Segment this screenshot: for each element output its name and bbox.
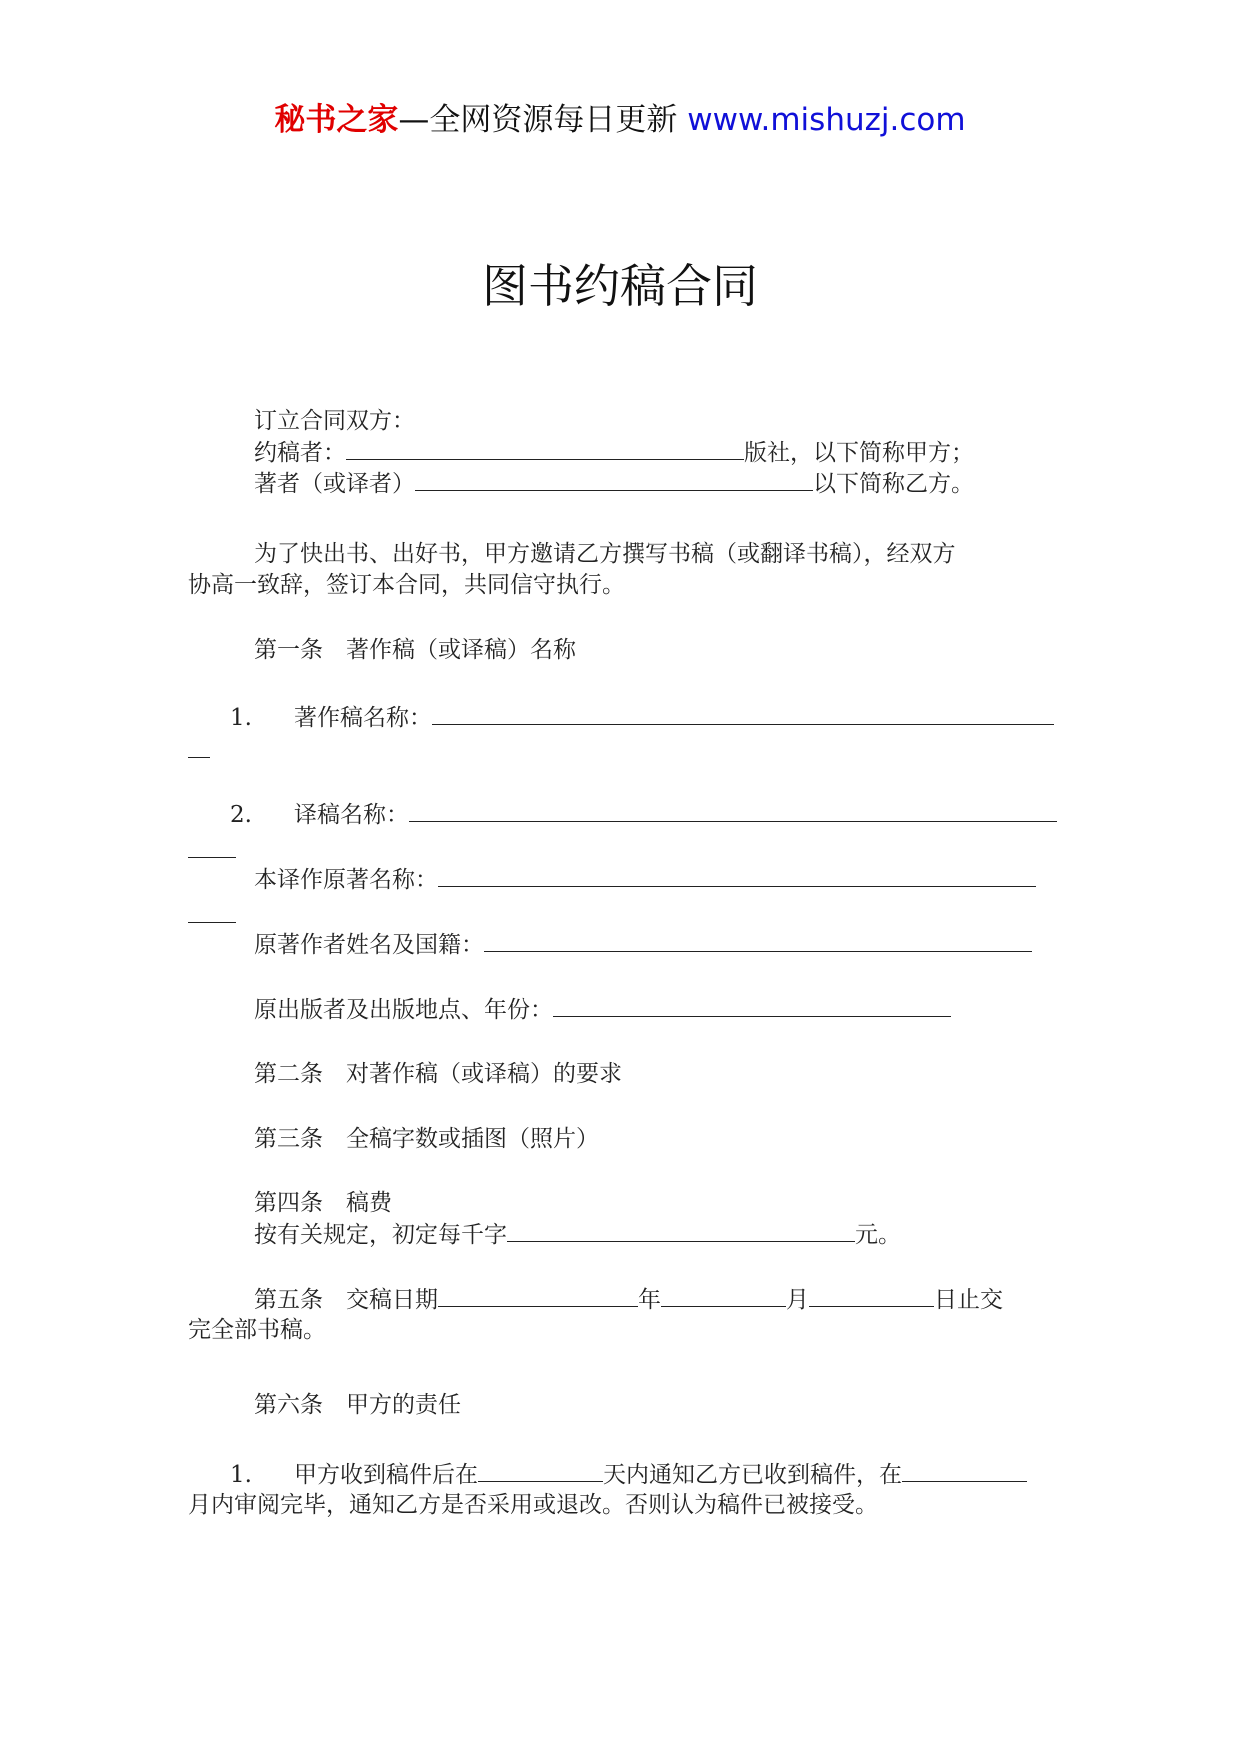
art1-item-1-number: 1.: [230, 705, 252, 731]
art5-month-label: 月: [786, 1287, 809, 1313]
site-brand: 秘书之家: [274, 102, 399, 138]
original-title-line: [254, 864, 1036, 895]
original-author-blank: [484, 929, 1032, 952]
author-blank: [415, 468, 813, 491]
fee-suffix: 元。: [855, 1222, 901, 1248]
article-5-continued: 完全部书稿。: [188, 1317, 326, 1343]
art5-month-blank: [661, 1284, 786, 1307]
article-5-heading: 第五条 交稿日期: [254, 1287, 438, 1313]
intro-paragraph-line-2: 协高一致辞，签订本合同，共同信守执行。: [188, 572, 625, 598]
article-2-heading: 第二条 对著作稿（或译稿）的要求: [254, 1061, 622, 1087]
original-title-blank-continued: [188, 922, 236, 923]
art1-item-2-blank-continued: [188, 857, 236, 858]
original-publisher-line: [254, 994, 951, 1025]
article-3-heading: 第三条 全稿字数或插图（照片）: [254, 1126, 599, 1152]
fee-label: 按有关规定，初定每千字: [254, 1222, 507, 1248]
fee-line: [254, 1219, 901, 1250]
art5-day-blank: [809, 1284, 934, 1307]
art1-item-1-label: 著作稿名称：: [294, 705, 432, 731]
article-6-heading: 第六条 甲方的责任: [254, 1392, 461, 1418]
publisher-blank: [346, 437, 744, 460]
publisher-label: 约稿者：: [254, 440, 346, 466]
art1-item-1-blank-continued: [188, 757, 210, 758]
art6-item-1-text-b: 天内通知乙方已收到稿件，在: [603, 1462, 902, 1488]
article-5-line: [254, 1284, 1003, 1315]
site-header: [0, 100, 1240, 140]
original-title-label: 本译作原著名称：: [254, 867, 438, 893]
art1-item-2-number: 2.: [230, 802, 252, 828]
parties-label: 订立合同双方：: [254, 408, 415, 434]
art6-days-blank: [478, 1459, 603, 1482]
site-tagline: —全网资源每日更新: [398, 102, 678, 138]
art5-year-blank: [438, 1284, 638, 1307]
original-author-label: 原著作者姓名及国籍：: [254, 932, 484, 958]
art1-item-1: [230, 702, 1054, 733]
art6-item-1-number: 1.: [230, 1462, 252, 1488]
original-publisher-label: 原出版者及出版地点、年份：: [254, 997, 553, 1023]
art6-months-blank: [902, 1459, 1027, 1482]
art5-year-label: 年: [638, 1287, 661, 1313]
art1-item-2-blank: [409, 799, 1057, 822]
author-label: 著者（或译者）: [254, 471, 415, 497]
original-publisher-blank: [553, 994, 951, 1017]
fee-blank: [507, 1219, 855, 1242]
art1-item-2-label: 译稿名称：: [294, 802, 409, 828]
publisher-suffix: 版社，以下简称甲方；: [744, 440, 974, 466]
author-line: [254, 468, 974, 499]
art6-item-1-continued: 月内审阅完毕，通知乙方是否采用或退改。否则认为稿件已被接受。: [188, 1492, 878, 1518]
original-author-line: [254, 929, 1032, 960]
publisher-line: [254, 437, 974, 468]
art1-item-2: [230, 799, 1057, 830]
author-suffix: 以下简称乙方。: [813, 471, 974, 497]
site-url-link[interactable]: www.mishuzj.com: [687, 102, 966, 138]
article-4-heading: 第四条 稿费: [254, 1190, 392, 1216]
art1-item-1-blank: [432, 702, 1054, 725]
art6-item-1-text-a: 甲方收到稿件后在: [294, 1462, 478, 1488]
article-1-heading: 第一条 著作稿（或译稿）名称: [254, 637, 576, 663]
original-title-blank: [438, 864, 1036, 887]
art6-item-1: [230, 1459, 1027, 1490]
document-title: 图书约稿合同: [482, 259, 758, 313]
intro-paragraph-line-1: 为了快出书、出好书，甲方邀请乙方撰写书稿（或翻译书稿），经双方: [254, 541, 956, 567]
art5-day-label: 日止交: [934, 1287, 1003, 1313]
